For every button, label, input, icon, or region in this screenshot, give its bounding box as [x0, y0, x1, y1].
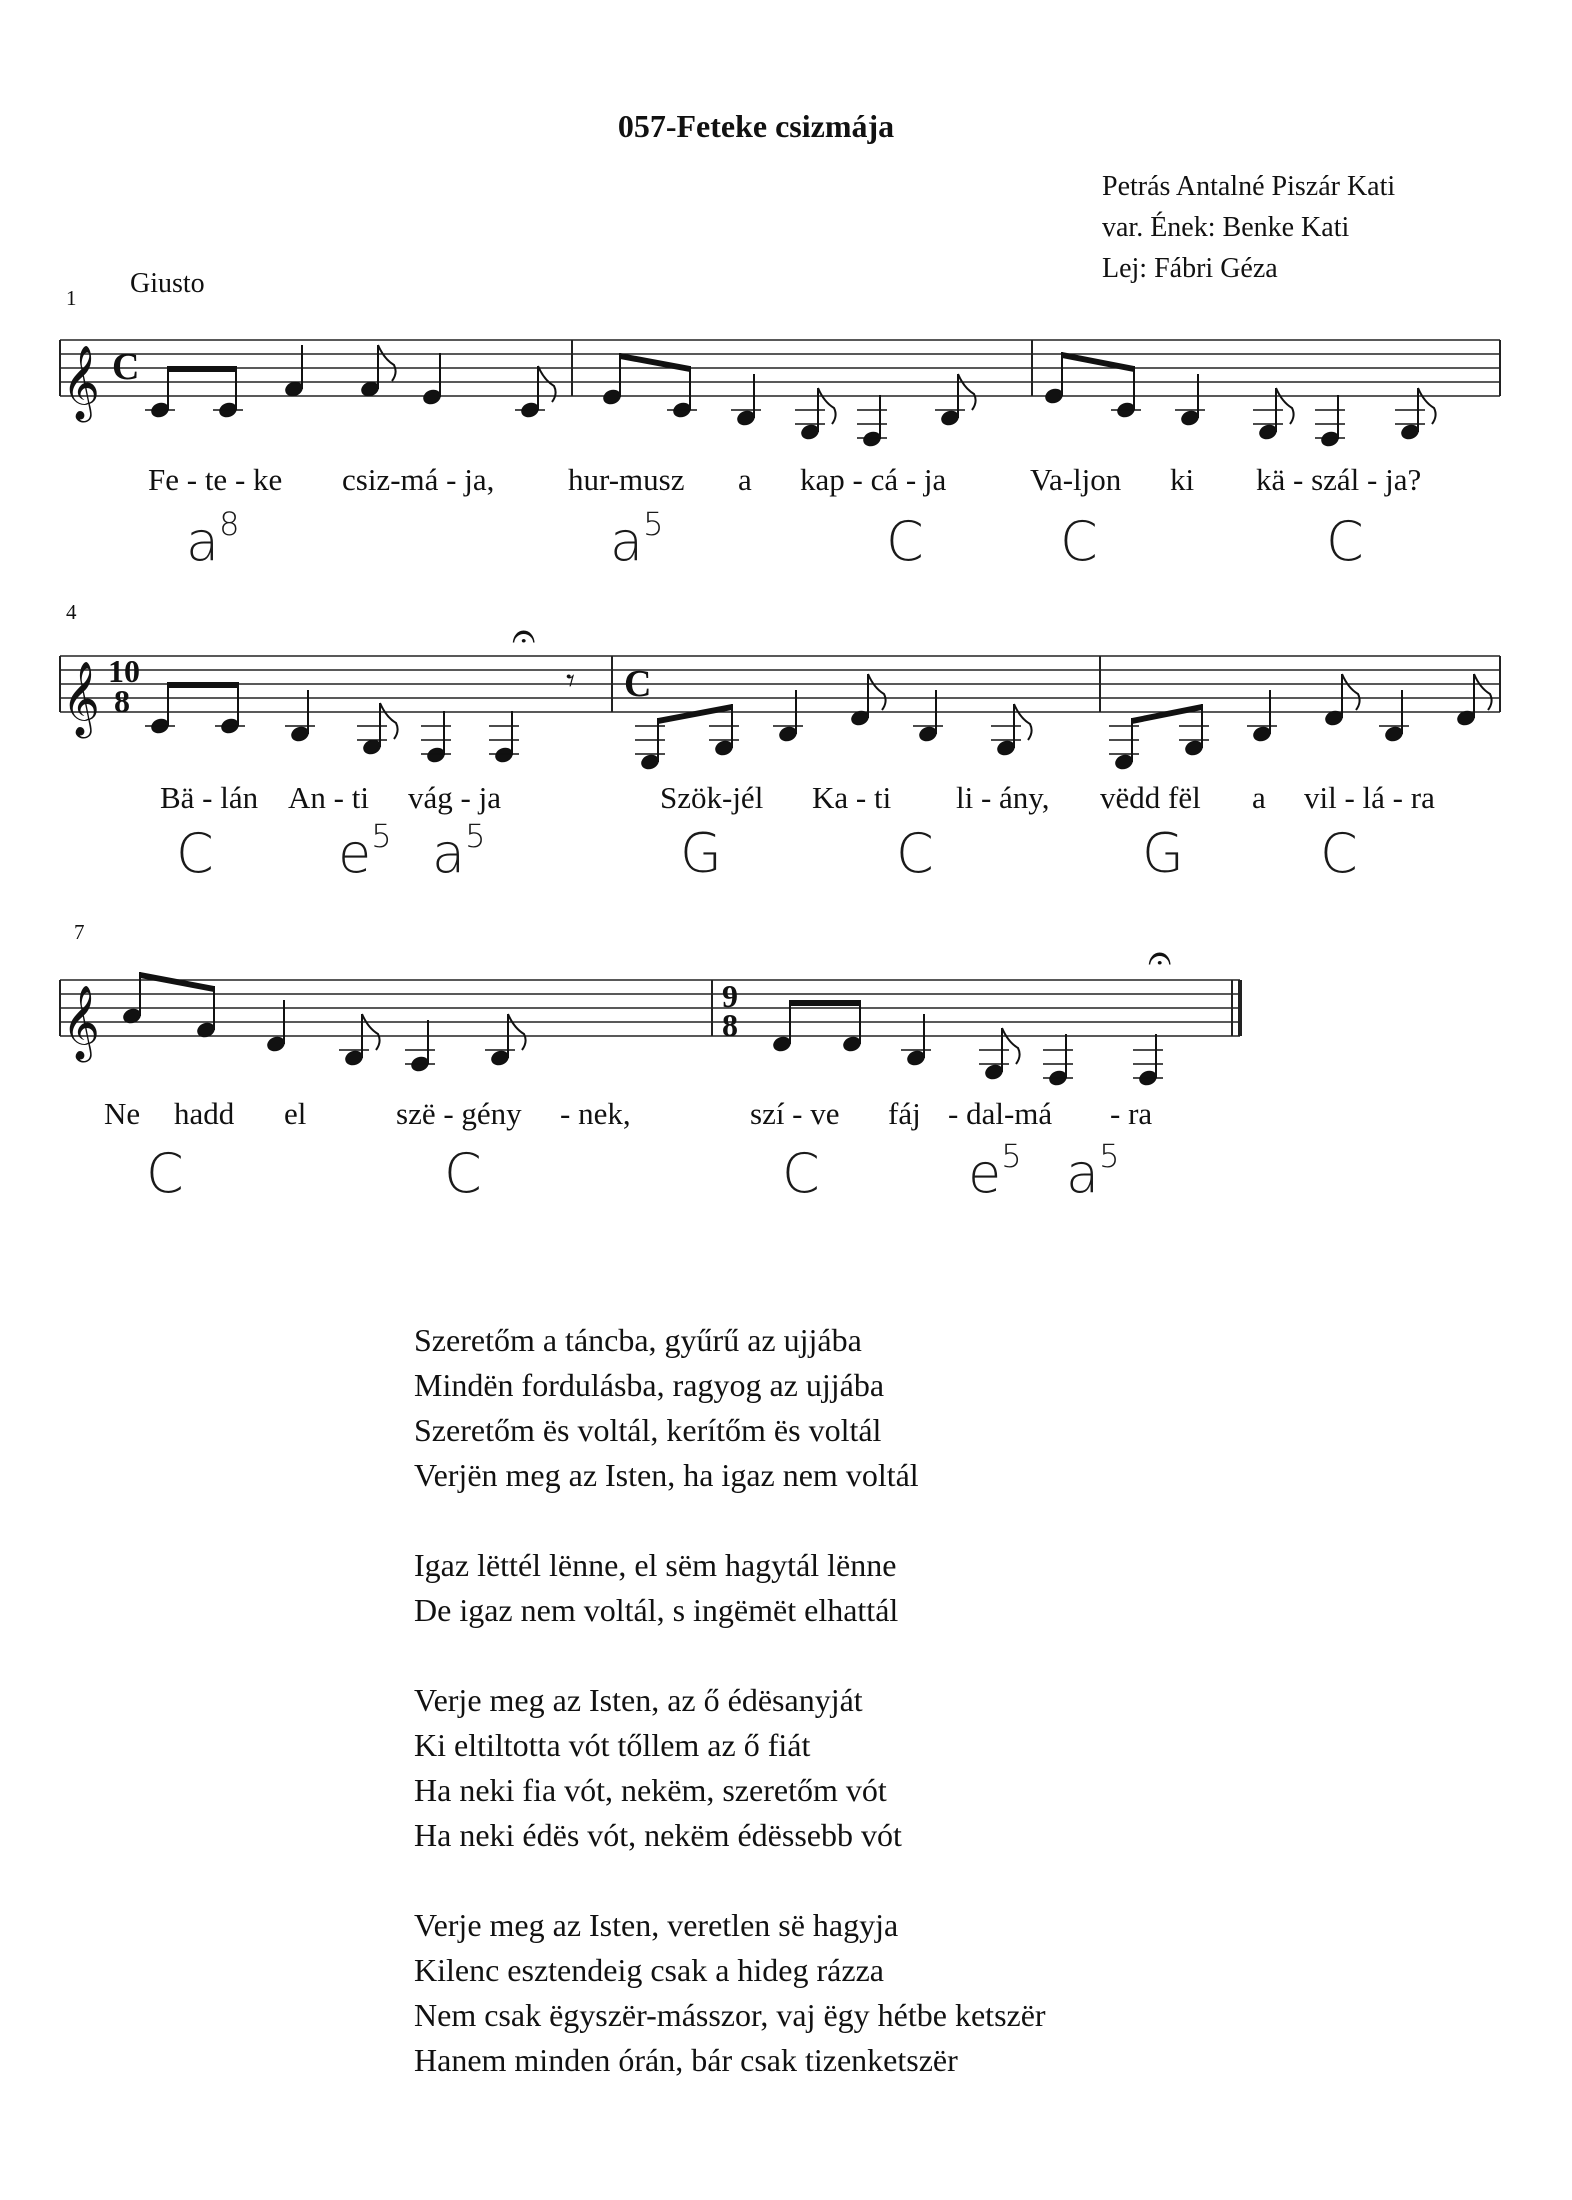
- measure-number-1: 1: [66, 286, 77, 310]
- treble-clef-icon: 𝄞: [62, 662, 100, 736]
- verse-line: Igaz lëttél lënne, el sëm hagytál lënne: [414, 1547, 897, 1583]
- credit-transcriber: Lej: Fábri Géza: [1102, 253, 1278, 284]
- note-beam: [140, 972, 214, 992]
- song-title: 057-Feteke csizmája: [617, 108, 895, 144]
- lyric-syllable: Fe - te - ke: [148, 462, 283, 497]
- note-flag: [1474, 674, 1492, 710]
- note-flag: [1014, 704, 1032, 740]
- verse-line: De igaz nem voltál, s ingëmët elhattál: [414, 1592, 899, 1628]
- lyric-syllable: a: [738, 462, 752, 497]
- time-sig-9-bottom: 8: [722, 1007, 738, 1043]
- note-beam: [168, 366, 236, 372]
- chord-symbol: C: [146, 1142, 184, 1205]
- lyric-syllable: kap - cá - ja: [800, 462, 947, 497]
- tempo-marking: Giusto: [130, 268, 205, 299]
- treble-clef-icon: 𝄞: [62, 986, 100, 1060]
- lyric-syllable: csiz-má - ja,: [342, 462, 495, 497]
- note-flag: [362, 1014, 380, 1050]
- lyric-syllable: ki: [1170, 462, 1195, 497]
- lyric-syllable: Szök-jél: [660, 780, 764, 815]
- chord-symbol: $e^5$: [968, 1137, 1022, 1205]
- lyric-syllable: Va-ljon: [1030, 462, 1122, 497]
- fermata-icon: 𝄐: [1148, 933, 1172, 982]
- chord-symbol: C: [1060, 510, 1098, 573]
- lyric-syllable: li - ány,: [956, 780, 1050, 815]
- verse-line: Hanem minden órán, bár csak tizenketszër: [414, 2042, 958, 2078]
- note-flag: [818, 388, 836, 424]
- verse-line: Szeretőm ës voltál, kerítőm ës voltál: [414, 1412, 882, 1448]
- lyric-syllable: - nek,: [560, 1096, 631, 1131]
- note-beam: [620, 353, 690, 372]
- verse-line: Mindën fordulásba, ragyog az ujjába: [414, 1367, 885, 1403]
- fermata-icon: 𝄐: [512, 611, 536, 660]
- chord-symbol: C: [1320, 822, 1358, 885]
- chord-symbol: C: [1326, 510, 1364, 573]
- stanza-4: [414, 1903, 1046, 2083]
- note-flag: [1276, 388, 1294, 424]
- note-flag: [868, 674, 886, 710]
- verse-line: Kilenc esztendeig csak a hideg rázza: [414, 1952, 884, 1988]
- time-sig-10-bottom: 8: [114, 683, 130, 719]
- lyric-syllable: vág - ja: [408, 780, 501, 815]
- chord-symbol: C: [444, 1142, 482, 1205]
- lyric-syllable: An - ti: [288, 780, 369, 815]
- note-flag: [958, 374, 976, 410]
- lyric-syllable: Bä - lán: [160, 780, 259, 815]
- chord-symbol: $a^5$: [432, 817, 486, 885]
- measure-number-4: 4: [66, 600, 77, 624]
- chord-symbol: $a^8$: [186, 505, 240, 573]
- chord-symbol: $e^5$: [338, 817, 392, 885]
- lyric-syllable: a: [1252, 780, 1266, 815]
- lyric-syllable: el: [284, 1096, 307, 1131]
- note-beam: [790, 1000, 860, 1006]
- verse-line: Verje meg az Isten, az ő édësanyját: [414, 1682, 863, 1718]
- lyric-syllable: vil - lá - ra: [1304, 780, 1435, 815]
- lyric-syllable: Ne: [104, 1096, 141, 1131]
- note-flag: [1342, 674, 1360, 710]
- time-sig-common: C: [112, 346, 140, 388]
- chord-symbol: C: [176, 822, 214, 885]
- credit-singer: var. Ének: Benke Kati: [1102, 212, 1350, 243]
- lyric-syllable: hadd: [174, 1096, 235, 1131]
- note-flag: [1418, 388, 1436, 424]
- note-beam: [658, 704, 732, 724]
- lyric-syllable: hur-musz: [568, 462, 685, 497]
- notes: [122, 345, 1492, 1087]
- stanza-1: [414, 1318, 1046, 1498]
- chord-symbol: C: [896, 822, 934, 885]
- verse-line: Nem csak ëgyszër-másszor, vaj ëgy hétbe ketszër: [414, 1997, 1046, 2033]
- lyric-syllable: fáj: [888, 1096, 921, 1131]
- chord-symbol: G: [680, 822, 722, 885]
- chord-symbol: $a^5$: [610, 505, 664, 573]
- stanza-3: [414, 1678, 1046, 1858]
- note-beam: [1062, 352, 1134, 372]
- verse-line: Szeretőm a táncba, gyűrű az ujjába: [414, 1322, 862, 1358]
- lyric-syllable: - ra: [1110, 1096, 1153, 1131]
- time-sig-common: C: [624, 663, 652, 705]
- lyric-syllable: Ka - ti: [812, 780, 892, 815]
- verse-line: Verje meg az Isten, veretlen së hagyja: [414, 1907, 899, 1943]
- lyric-syllable: kä - szál - ja?: [1256, 462, 1422, 497]
- time-sig-9-top: 9: [722, 978, 738, 1014]
- verse-line: Ha neki fia vót, nekëm, szeretőm vót: [414, 1772, 887, 1808]
- time-signatures: [108, 346, 738, 1043]
- note-beam: [1132, 704, 1202, 724]
- clefs: [62, 346, 100, 1063]
- note-beam: [168, 682, 238, 688]
- stanza-2: [414, 1543, 1046, 1633]
- lyric-syllable: szë - gény: [396, 1096, 522, 1131]
- verse-line: Verjën meg az Isten, ha igaz nem voltál: [414, 1457, 919, 1493]
- treble-clef-icon: 𝄞: [62, 346, 100, 420]
- barlines: [60, 340, 1500, 1036]
- verse-line: Ha neki édës vót, nekëm édëssebb vót: [414, 1817, 902, 1853]
- verse-line: Ki eltiltotta vót tőllem az ő fiát: [414, 1727, 811, 1763]
- note-flag: [1002, 1028, 1020, 1064]
- chord-symbol: C: [782, 1142, 820, 1205]
- chord-symbol: G: [1142, 822, 1184, 885]
- eighth-rest-icon: 𝄾: [566, 661, 576, 701]
- credit-informant: Petrás Antalné Piszár Kati: [1102, 171, 1396, 202]
- note-flag: [378, 345, 396, 381]
- lyric-syllable: - dal-má: [948, 1096, 1053, 1131]
- lyric-syllable: vëdd fël: [1100, 780, 1201, 815]
- verses: [414, 1318, 1046, 2128]
- lyric-syllable: szí - ve: [750, 1096, 840, 1131]
- note-flag: [508, 1014, 526, 1050]
- chord-symbol: C: [886, 510, 924, 573]
- note-flag: [380, 703, 398, 739]
- measure-number-7: 7: [74, 920, 85, 944]
- chord-symbol: $a^5$: [1066, 1137, 1120, 1205]
- time-sig-10-top: 10: [108, 653, 140, 689]
- staff-lines: [60, 340, 1500, 1036]
